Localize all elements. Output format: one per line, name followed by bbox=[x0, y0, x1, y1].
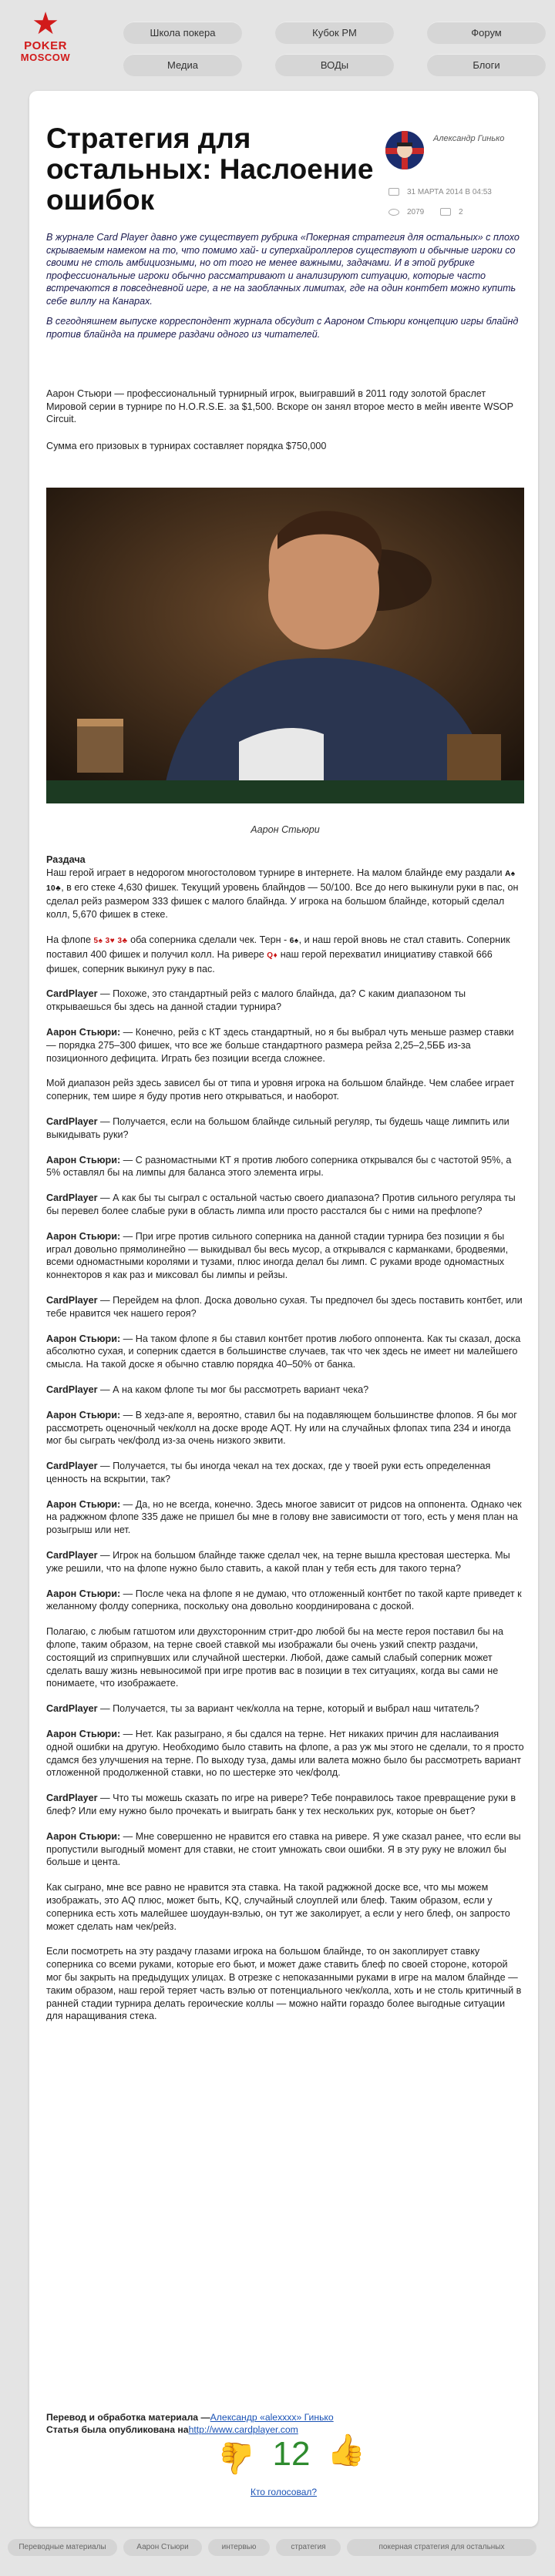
tag[interactable]: интервью bbox=[208, 2539, 270, 2556]
turn-card: 6♠ bbox=[289, 936, 299, 945]
tags-bar bbox=[8, 2539, 547, 2559]
speaker-label: CardPlayer bbox=[46, 1461, 98, 1472]
article-photo bbox=[46, 488, 524, 803]
dialog-paragraph: CardPlayer — Получается, ты бы иногда чекал на тех досках, где у твоей руки есть определенная ценность на вскрытии, так? bbox=[46, 1461, 491, 1484]
speaker-label: Аарон Стьюри: bbox=[46, 1026, 121, 1038]
nav-school[interactable]: Школа покера bbox=[123, 22, 242, 44]
views-count: 2079 bbox=[407, 208, 425, 216]
dialog-paragraph: CardPlayer — А как бы ты сыграл с остальной частью своего диапазона? Против сильного регуляра ты бы перевел более слабые руки в область лимпа или просто расстался бы с ними на префлопе? bbox=[46, 1192, 516, 1216]
speaker-label: Аарон Стьюри: bbox=[46, 1498, 121, 1510]
speaker-label: CardPlayer bbox=[46, 988, 98, 1000]
speaker-label: Аарон Стьюри: bbox=[46, 1154, 121, 1166]
calendar-icon bbox=[388, 188, 399, 196]
dialog-paragraph: CardPlayer — Похоже, это стандартный рейз с малого блайнда, да? С каким диапазоном ты открываешься бы здесь на данной стадии турнира? bbox=[46, 988, 466, 1013]
comment-icon[interactable] bbox=[440, 208, 451, 216]
dialog-paragraph: Аарон Стьюри: — В хедз-апе я, вероятно, ставил бы на подавляющем большинстве флопов. Я бы мог рассмотреть оценочный чек/колл на доске вроде AQT. Ну или на случайных флопах типа 234 и иногда мог бы сыграть чек/фолд из-за очень низкого эквити. bbox=[46, 1409, 517, 1447]
nav-media[interactable]: Медиа bbox=[123, 54, 242, 76]
hand-paragraph: Наш герой играет в недорогом многостоловом турнире в интернете. На малом блайнде ему раздали A♠ 10♣, в его стеке 4,630 фишек. Текущий уровень блайндов — 50/100. Все до него выкинули руки в пас, он сделал рейз размером 333 фишек с малого блайнда. У игрока на большом блайнде, который сделал колл, 5,670 фишек в стеке. bbox=[46, 867, 519, 921]
flop-cards: 5♠ 3♥ 3♣ bbox=[93, 936, 128, 945]
dialog-paragraph: CardPlayer — Что ты можешь сказать по игре на ривере? Тебе понравилось такое превращение руки в блеф? Или ему нужно было прочекать и выиграть банк у тех нескольких рук, которые он бьет? bbox=[46, 1793, 516, 1817]
speaker-label: Аарон Стьюри: bbox=[46, 1230, 121, 1242]
vote-widget bbox=[214, 2433, 368, 2479]
dialog-paragraph: Аарон Стьюри: — Мне совершенно не нравится его ставка на ривере. Я уже сказал ранее, что если вы пропустили выгодный момент для ставки, не стоит умножать свои ошибки. Я в эту руку не вложил бы больше и цента. bbox=[46, 1830, 521, 1868]
site-header bbox=[0, 0, 555, 86]
dialog-paragraph: Аарон Стьюри: — После чека на флопе я не думаю, что отложенный контбет по такой карте приведет к желанному фолду соперника, поскольку она довольно координирована с доской. bbox=[46, 1588, 522, 1612]
dialog-paragraph: CardPlayer — А на каком флопе ты мог бы рассмотреть вариант чека? bbox=[46, 1384, 369, 1395]
dialog-paragraph: Аарон Стьюри: — На таком флопе я бы ставил контбет против любого оппонента. Как ты сказал, доска абсолютно сухая, и соперник сдается в большинстве случаев, так что чек здесь не имеет ни малейшего смысла. На такой доске я обычно ставлю порядка 40–50% от банка. bbox=[46, 1333, 521, 1370]
author-name[interactable]: Александр Гинько bbox=[433, 134, 505, 143]
speaker-label: Аарон Стьюри: bbox=[46, 1409, 121, 1420]
dialog-paragraph: CardPlayer — Игрок на большом блайнде также сделал чек, на терне вышла крестовая шестерка. Мы уже решили, что на флопе нужно было ставить, а какой план у тебя есть для такого терна? bbox=[46, 1550, 510, 1574]
tag[interactable]: Аарон Стьюри bbox=[123, 2539, 202, 2556]
hand-paragraph: На флопе 5♠ 3♥ 3♣ оба соперника сделали чек. Терн - 6♠, и наш герой вновь не стал ставить. Соперник поставил 400 фишек и получил колл. На ривере Q♦ наш герой перехватил инициативу ставкой 666 фишек, соперник выкинул руку в пас. bbox=[46, 934, 510, 974]
nav-vods[interactable]: ВОДы bbox=[275, 54, 394, 76]
thumb-down-icon[interactable]: 👍 bbox=[217, 2441, 256, 2475]
speaker-label: CardPlayer bbox=[46, 1550, 98, 1561]
dialog-paragraph: Полагаю, с любым гатшотом или двухсторонним стрит-дро любой бы на месте героя поставил бы на флопе, таким образом, на терне своей ставкой мы изображали бы очень узкий спектр раздачи, состоящий из сприпнувших или случайной шестерки. Любой, даже самый слабый соперник может сделать вашу жизнь невыносимой при игре против вас в позиции в тех ситуациях, когда вы сами не понимаете, что изображаете. bbox=[46, 1626, 503, 1689]
nav-cup[interactable]: Кубок PM bbox=[275, 22, 394, 44]
star-icon: ★ bbox=[32, 7, 59, 41]
dialog-paragraph: CardPlayer — Получается, ты за вариант чек/колла на терне, который и выбрал наш читатель? bbox=[46, 1703, 479, 1715]
speaker-label: CardPlayer bbox=[46, 1294, 98, 1306]
dialog-paragraph: Аарон Стьюри: — Конечно, рейз с КТ здесь стандартный, но я бы выбрал чуть меньше размер ставки — порядка 275–300 фишек, что все же больше стандартного размера рейза 2,25–2,5ББ из-за позиционного дефицита. Играть без позиции всегда сложнее. bbox=[46, 1026, 514, 1064]
eye-icon bbox=[388, 209, 399, 216]
speaker-label: CardPlayer bbox=[46, 1793, 98, 1804]
logo-text-moscow: MOSCOW bbox=[20, 52, 71, 63]
tag[interactable]: стратегия bbox=[276, 2539, 341, 2556]
speaker-label: CardPlayer bbox=[46, 1703, 98, 1715]
vote-count: 12 bbox=[272, 2435, 311, 2473]
site-logo[interactable] bbox=[11, 8, 80, 81]
source-link[interactable]: http://www.cardplayer.com bbox=[188, 2424, 298, 2435]
meta-stats bbox=[388, 208, 463, 216]
article-intro bbox=[46, 231, 524, 348]
credits-author-link[interactable]: Александр «alexxxx» Гинько bbox=[210, 2412, 334, 2423]
article-lead bbox=[46, 387, 524, 466]
dialog-paragraph: Если посмотреть на эту раздачу глазами игрока на большом блайнде, то он закоплирует ставку соперника со всеми руками, которые его бьют, и может даже ставить блеф по своей стороне, которой мог бы закрыть на предыдущих улицах. В отрезке с непоказанными руками в игре на малом блайнде — таким образом, наш герой теряет часть вэлью от потенциального чек/колла, хоть и не столь критичный в ранней стадии турнира делать героические коллы — можно найти гораздо более выгодные ситуации для наращивания стека. bbox=[46, 1946, 522, 2022]
hole-cards: A♠ 10♣ bbox=[46, 869, 516, 893]
speaker-label: Аарон Стьюри: bbox=[46, 1830, 121, 1842]
dialog-paragraph: CardPlayer — Перейдем на флоп. Доска довольно сухая. Ты предпочел бы здесь поставить контбет, или тебе нравится чек нашего героя? bbox=[46, 1294, 523, 1319]
comments-count[interactable]: 2 bbox=[459, 208, 463, 216]
who-voted-link[interactable]: Кто голосовал? bbox=[250, 2487, 318, 2497]
publish-date: 31 МАРТА 2014 В 04:53 bbox=[388, 188, 492, 196]
speaker-label: CardPlayer bbox=[46, 1115, 98, 1127]
dialog-paragraph: Мой диапазон рейз здесь зависел бы от типа и уровня игрока на большом блайнде. Чем слабее играет соперник, тем шире я буду против него открываться, и наоборот. bbox=[46, 1078, 515, 1102]
article-card bbox=[29, 91, 538, 2527]
article-credits: Перевод и обработка материала —Александр «alexxxx» Гинько Статья была опубликована наhttp://www.cardplayer.com bbox=[46, 2412, 334, 2435]
article-body bbox=[46, 854, 524, 2035]
dialog-paragraph: Аарон Стьюри: — При игре против сильного соперника на данной стадии турнира без позиции я бы играл довольно прямолинейно — выкидывал бы весь мусор, а открывался с карманками, бродвеями, всеми одномастными королями и тузами, плюс иногда делал бы лимп. С руками вроде одномастных коннекторов я как раз и миксовал бы лимпы и рейзы. bbox=[46, 1230, 509, 1281]
dialog-paragraph: Аарон Стьюри: — Нет. Как разыграно, я бы сдался на терне. Нет никаких причин для наслаивания одной ошибки на другую. Необходимо было ставить на флопе, а раз уж мы этого не сделали, то я просто сдамся без улучшения на терне. По выходу туза, дамы или валета можно было бы рассмотреть вариант отложенной продолженной ставки, но по шестерке это чек/фолд. bbox=[46, 1729, 524, 1779]
interview-dialog bbox=[46, 988, 524, 2023]
dialog-paragraph: CardPlayer — Получается, если на большом блайнде сильный регуляр, ты будешь чаще лимпить или выкидывать руки? bbox=[46, 1115, 510, 1140]
dialog-paragraph: Как сыграно, мне все равно не нравится эта ставка. На такой раджжной доске все, что мы можем изображать, это AQ плюс, может быть, KQ, случайный слоуплей или блеф. Таким образом, если у соперника есть хоть малейшее шоудаун-вэлью, он тут же заколирует, а если у него блеф, он запросто может сделать нам чек/рейз. bbox=[46, 1882, 510, 1932]
speaker-label: Аарон Стьюри: bbox=[46, 1729, 121, 1740]
tag[interactable]: покерная стратегия для остальных bbox=[347, 2539, 536, 2556]
speaker-label: CardPlayer bbox=[46, 1384, 98, 1395]
speaker-label: Аарон Стьюри: bbox=[46, 1588, 121, 1599]
dialog-paragraph: Аарон Стьюри: — Да, но не всегда, конечно. Здесь многое зависит от ридсов на оппонента. Однако чек на раджжном флопе 335 даже не пришел бы мне в голову вне зависимости от того, есть у меня план на розыгрыш или нет. bbox=[46, 1498, 522, 1536]
nav-forum[interactable]: Форум bbox=[427, 22, 546, 44]
intro-paragraph: В журнале Card Player давно уже существует рубрика «Покерная стратегия для остальных» с плохо скрываемым намеком на то, что помимо хай- и суперхайроллеров существуют и обычные игроки со своими не столь амбициозными, но от того не менее важными, задачами. И в этой рубрике профессиональные игроки обычно рассматривают и анализируют ситуацию, которые часто встречаются в повседневной игре, а не на заоблачных лимитах, где на один контбет можно купить себе виллу на Канарах. bbox=[46, 232, 520, 307]
article-title: Стратегия для остальных: Наслоение ошибок bbox=[46, 122, 374, 216]
section-title: Раздача bbox=[46, 854, 86, 865]
lead-paragraph: Аарон Стьюри — профессиональный турнирный игрок, выигравший в 2011 году золотой браслет Мировой серии в турнире по H.O.R.S.E. за $1,500. Вскоре он занял второе место в мейн ивенте WSOP Circuit. bbox=[46, 388, 513, 424]
thumb-up-icon[interactable]: 👍 bbox=[327, 2433, 365, 2467]
nav-blogs[interactable]: Блоги bbox=[427, 54, 546, 76]
intro-paragraph: В сегодняшнем выпуске корреспондент журнала обсудит с Аароном Стьюри концепцию игры блайнд против блайнда на примере раздачи одного из читателей. bbox=[46, 316, 519, 340]
tag[interactable]: Переводные материалы bbox=[8, 2539, 117, 2556]
dialog-paragraph: Аарон Стьюри: — С разномастными КТ я против любого соперника открывался бы с частотой 95%, а 5% оставлял бы на лимпы для баланса этого элемента игры. bbox=[46, 1154, 512, 1179]
speaker-label: CardPlayer bbox=[46, 1192, 98, 1204]
photo-caption: Аарон Стьюри bbox=[251, 824, 320, 835]
author-avatar[interactable] bbox=[385, 131, 424, 169]
river-card: Q♦ bbox=[267, 951, 278, 960]
logo-text-poker: POKER bbox=[24, 39, 67, 52]
lead-paragraph: Сумма его призовых в турнирах составляет порядка $750,000 bbox=[46, 440, 327, 451]
speaker-label: Аарон Стьюри: bbox=[46, 1333, 121, 1344]
